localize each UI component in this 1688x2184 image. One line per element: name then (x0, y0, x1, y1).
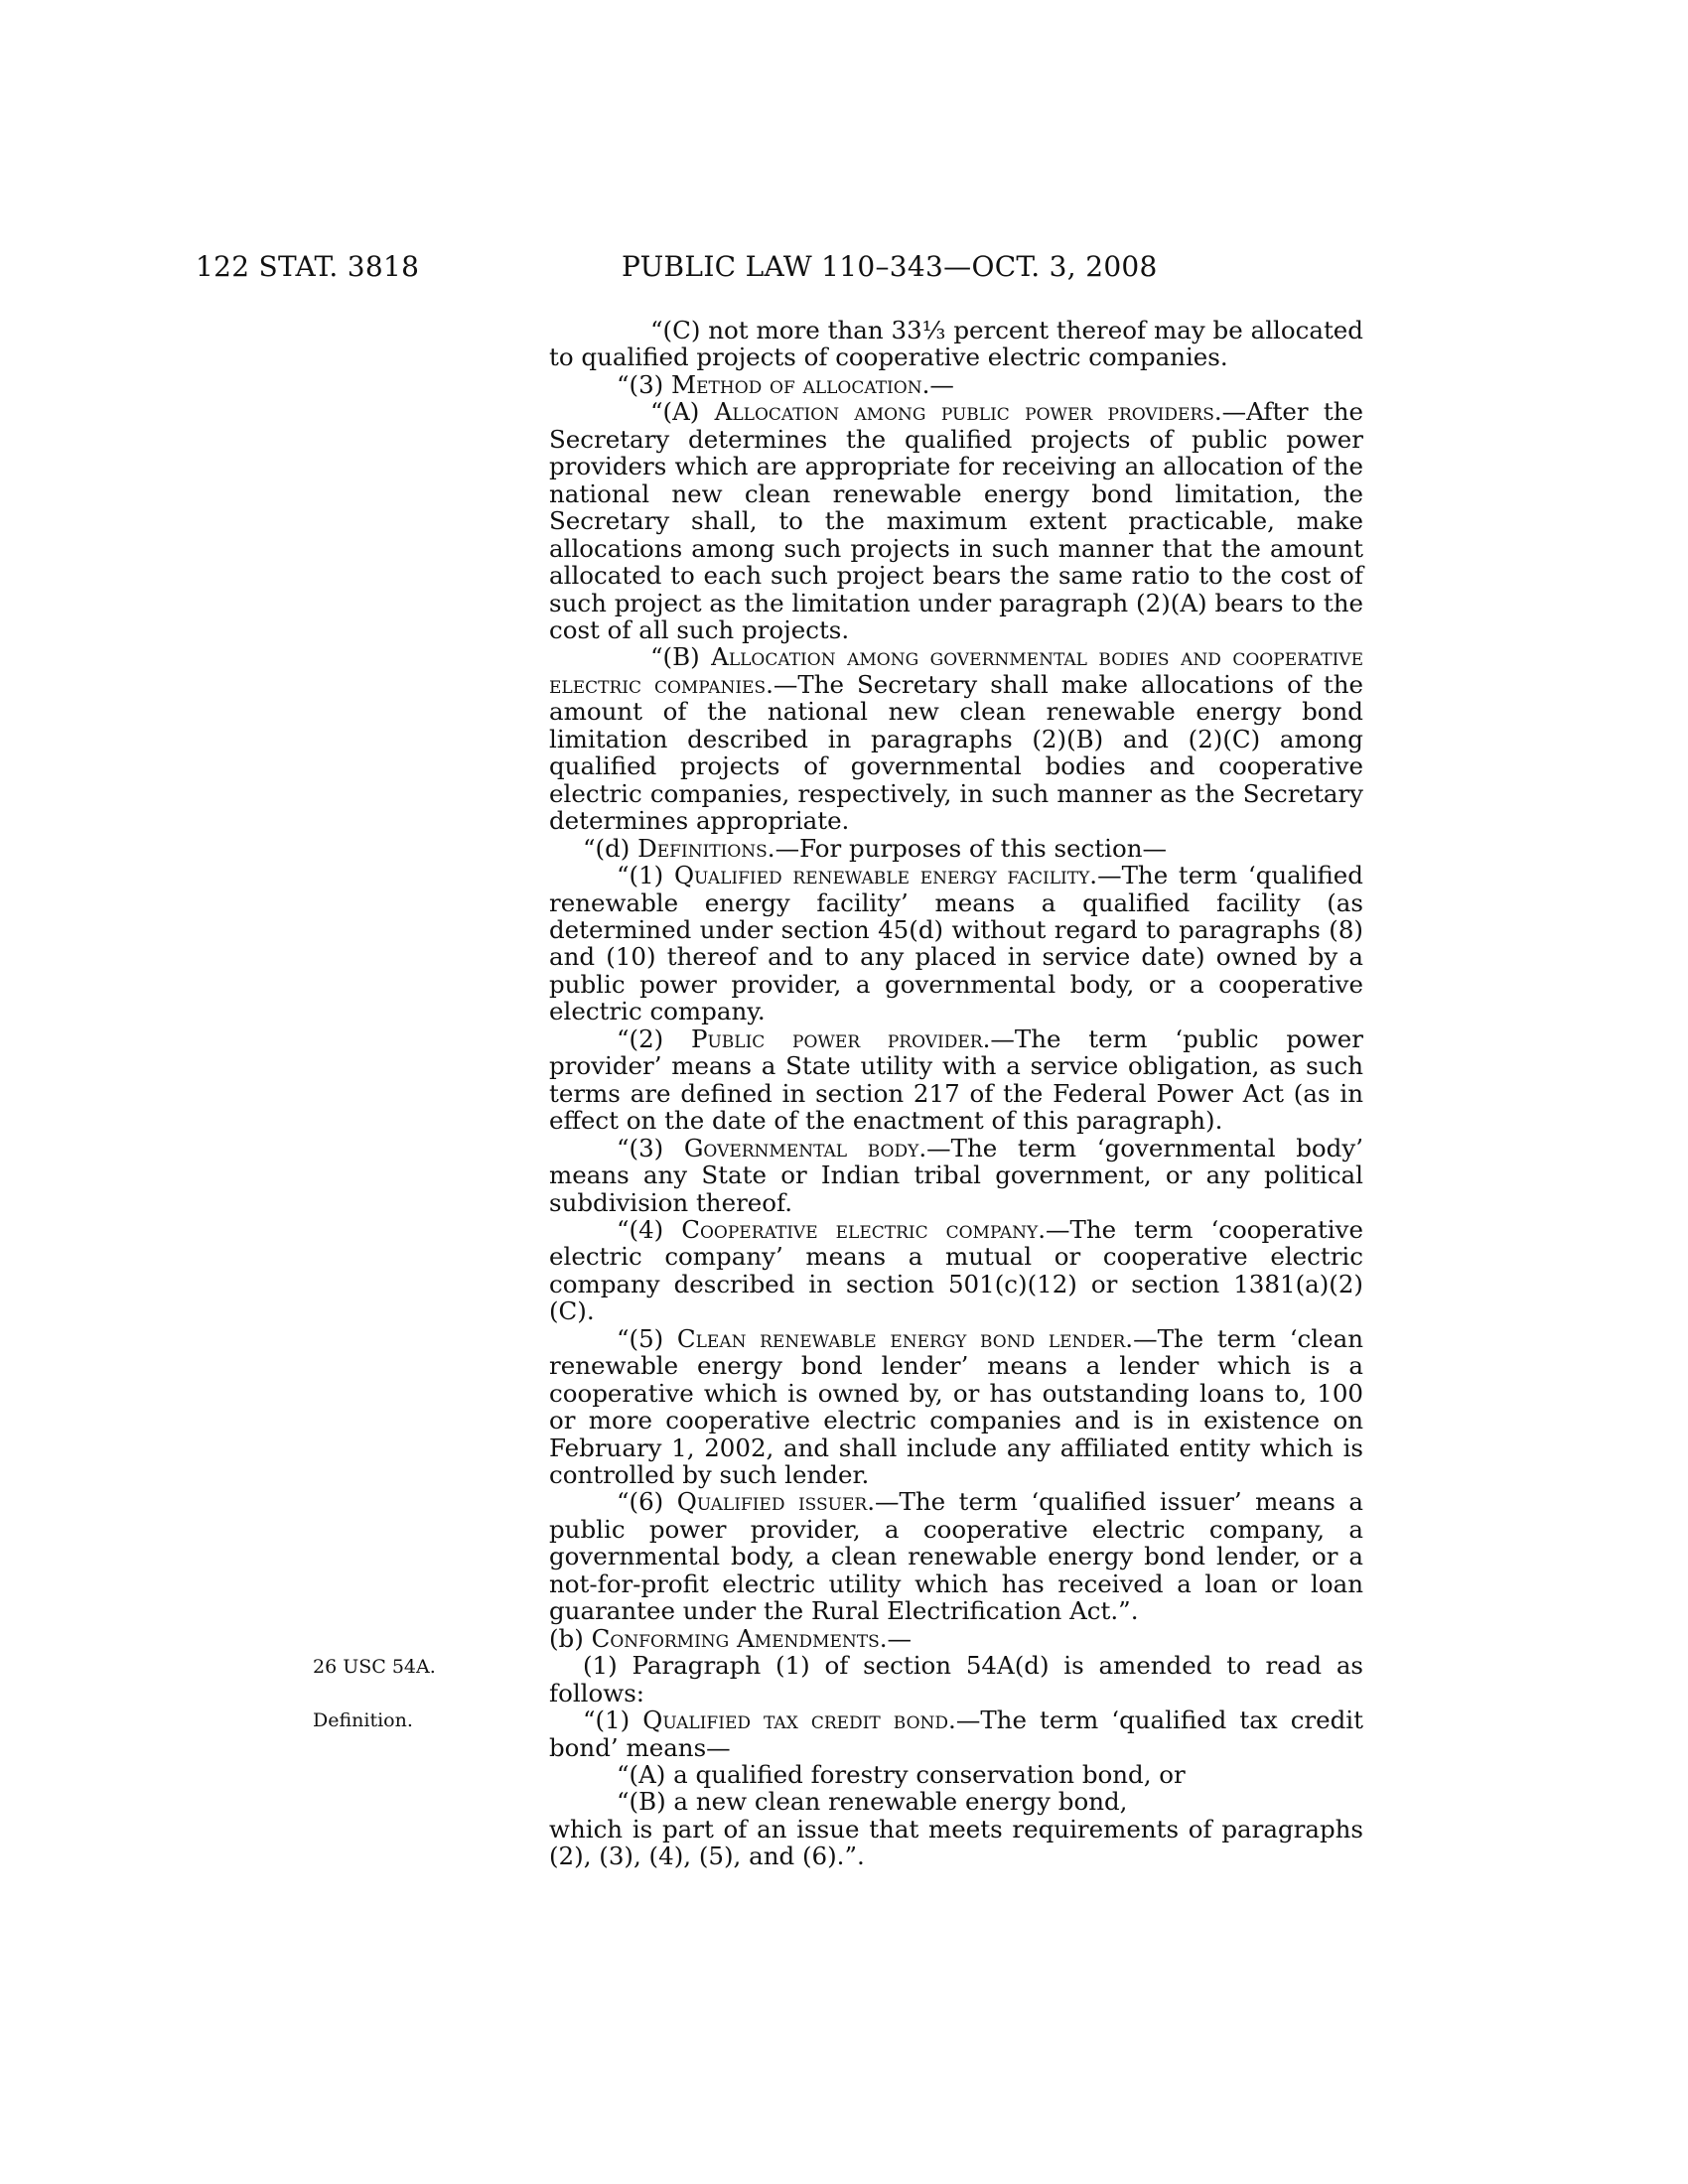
definition-qualified-issuer: “(6) Qualified issuer.—The term ‘qualified issuer’ means a public power provider, a cooperative electric company, a governmental body, a clean renewable energy bond lender, or a not-for-profit electric utility which has received a loan or loan guarantee under the Rural Electrification Act.”. (549, 1487, 1363, 1626)
statute-body (549, 317, 1363, 1870)
section-heading: Qualified issuer. (676, 1487, 875, 1517)
section-heading: Clean renewable energy bond lender. (676, 1323, 1134, 1353)
margin-note-usc-citation: 26 USC 54A. (313, 1656, 436, 1678)
page-header (0, 250, 1688, 290)
stat-page-reference: 122 STAT. 3818 (196, 250, 420, 283)
paragraph-allocation-governmental-bodies: “(B) Allocation among governmental bodies and cooperative electric companies.—The Secretary shall make allocations of the amount of the national new clean renewable energy bond limitation described in paragraphs (2)(B) and (2)(C) among qualified projects of governmental bodies and cooperative electric companies, respectively, in such manner as the Secretary determines appropriate. (549, 642, 1363, 836)
paragraph-amendment-54a: (1) Paragraph (1) of section 54A(d) is amended to read as follows: (549, 1651, 1363, 1707)
section-heading: Qualified tax credit bond. (642, 1706, 956, 1735)
paragraph-method-of-allocation: “(3) Method of allocation.— (617, 369, 954, 399)
section-heading: Qualified renewable energy facility. (673, 861, 1098, 890)
item-forestry-conservation-bond: “(A) a qualified forestry conservation bond, or (617, 1760, 1186, 1790)
item-new-clean-renewable-energy-bond: “(B) a new clean renewable energy bond, (617, 1787, 1128, 1817)
definition-cooperative-electric-company: “(4) Cooperative electric company.—The term ‘cooperative electric company’ means a mutual or cooperative electric company described in section 501(c)(12) or section 1381(a)(2)(C). (549, 1214, 1363, 1326)
section-heading: Allocation among governmental bodies and cooperative electric companies. (549, 642, 1363, 699)
margin-note-definition: Definition. (313, 1709, 413, 1731)
paragraph-c-allocation-limit: “(C) not more than 33⅓ percent thereof may be allocated to qualified projects of cooperative electric companies. (549, 316, 1363, 372)
section-heading: Conforming Amendments. (591, 1623, 888, 1653)
section-heading: Governmental body. (683, 1133, 927, 1162)
paragraph-allocation-public-power: “(A) Allocation among public power providers.—After the Secretary determines the qualified projects of public power providers which are appropriate for receiving an allocation of the national new clean renewable energy bond limitation, the Secretary shall, to the maximum extent practicable, make allocations among such projects in such manner that the amount allocated to each such project bears the same ratio to the cost of such project as the limitation under paragraph (2)(A) bears to the cost of all such projects. (549, 397, 1363, 644)
definition-public-power-provider: “(2) Public power provider.—The term ‘public power provider’ means a State utility with a service obligation, as such terms are defined in section 217 of the Federal Power Act (as in effect on the date of the enactment of this paragraph). (549, 1024, 1363, 1136)
section-heading: Cooperative electric company. (681, 1214, 1047, 1244)
paragraph-conforming-amendments: (b) Conforming Amendments.— (549, 1623, 913, 1653)
section-heading: Public power provider. (690, 1024, 991, 1053)
definition-governmental-body: “(3) Governmental body.—The term ‘governmental body’ means any State or Indian tribal government, or any political subdivision thereof. (549, 1133, 1363, 1217)
definition-clean-renewable-energy-bond-lender: “(5) Clean renewable energy bond lender.—The term ‘clean renewable energy bond lender’ means a lender which is a cooperative which is owned by, or has outstanding loans to, 100 or more cooperative electric companies and is in existence on February 1, 2002, and shall include any affiliated entity which is controlled by such lender. (549, 1323, 1363, 1490)
section-heading: Method of allocation. (671, 369, 930, 399)
paragraph-definitions: “(d) Definitions.—For purposes of this section— (583, 833, 1167, 863)
definition-qualified-renewable-energy-facility: “(1) Qualified renewable energy facility.—The term ‘qualified renewable energy facility’ means a qualified facility (as determined under section 45(d) without regard to paragraphs (8) and (10) thereof and to any placed in service date) owned by a public power provider, a governmental body, or a cooperative electric company. (549, 861, 1363, 1026)
section-heading: Allocation among public power providers. (714, 397, 1222, 427)
public-law-title: PUBLIC LAW 110–343—OCT. 3, 2008 (622, 250, 1158, 283)
definition-qualified-tax-credit-bond: “(1) Qualified tax credit bond.—The term ‘qualified tax credit bond’ means— (549, 1706, 1363, 1762)
paragraph-issue-requirements: which is part of an issue that meets requirements of paragraphs (2), (3), (4), (5), and (6).”. (549, 1814, 1363, 1871)
section-heading: Definitions. (637, 833, 775, 863)
